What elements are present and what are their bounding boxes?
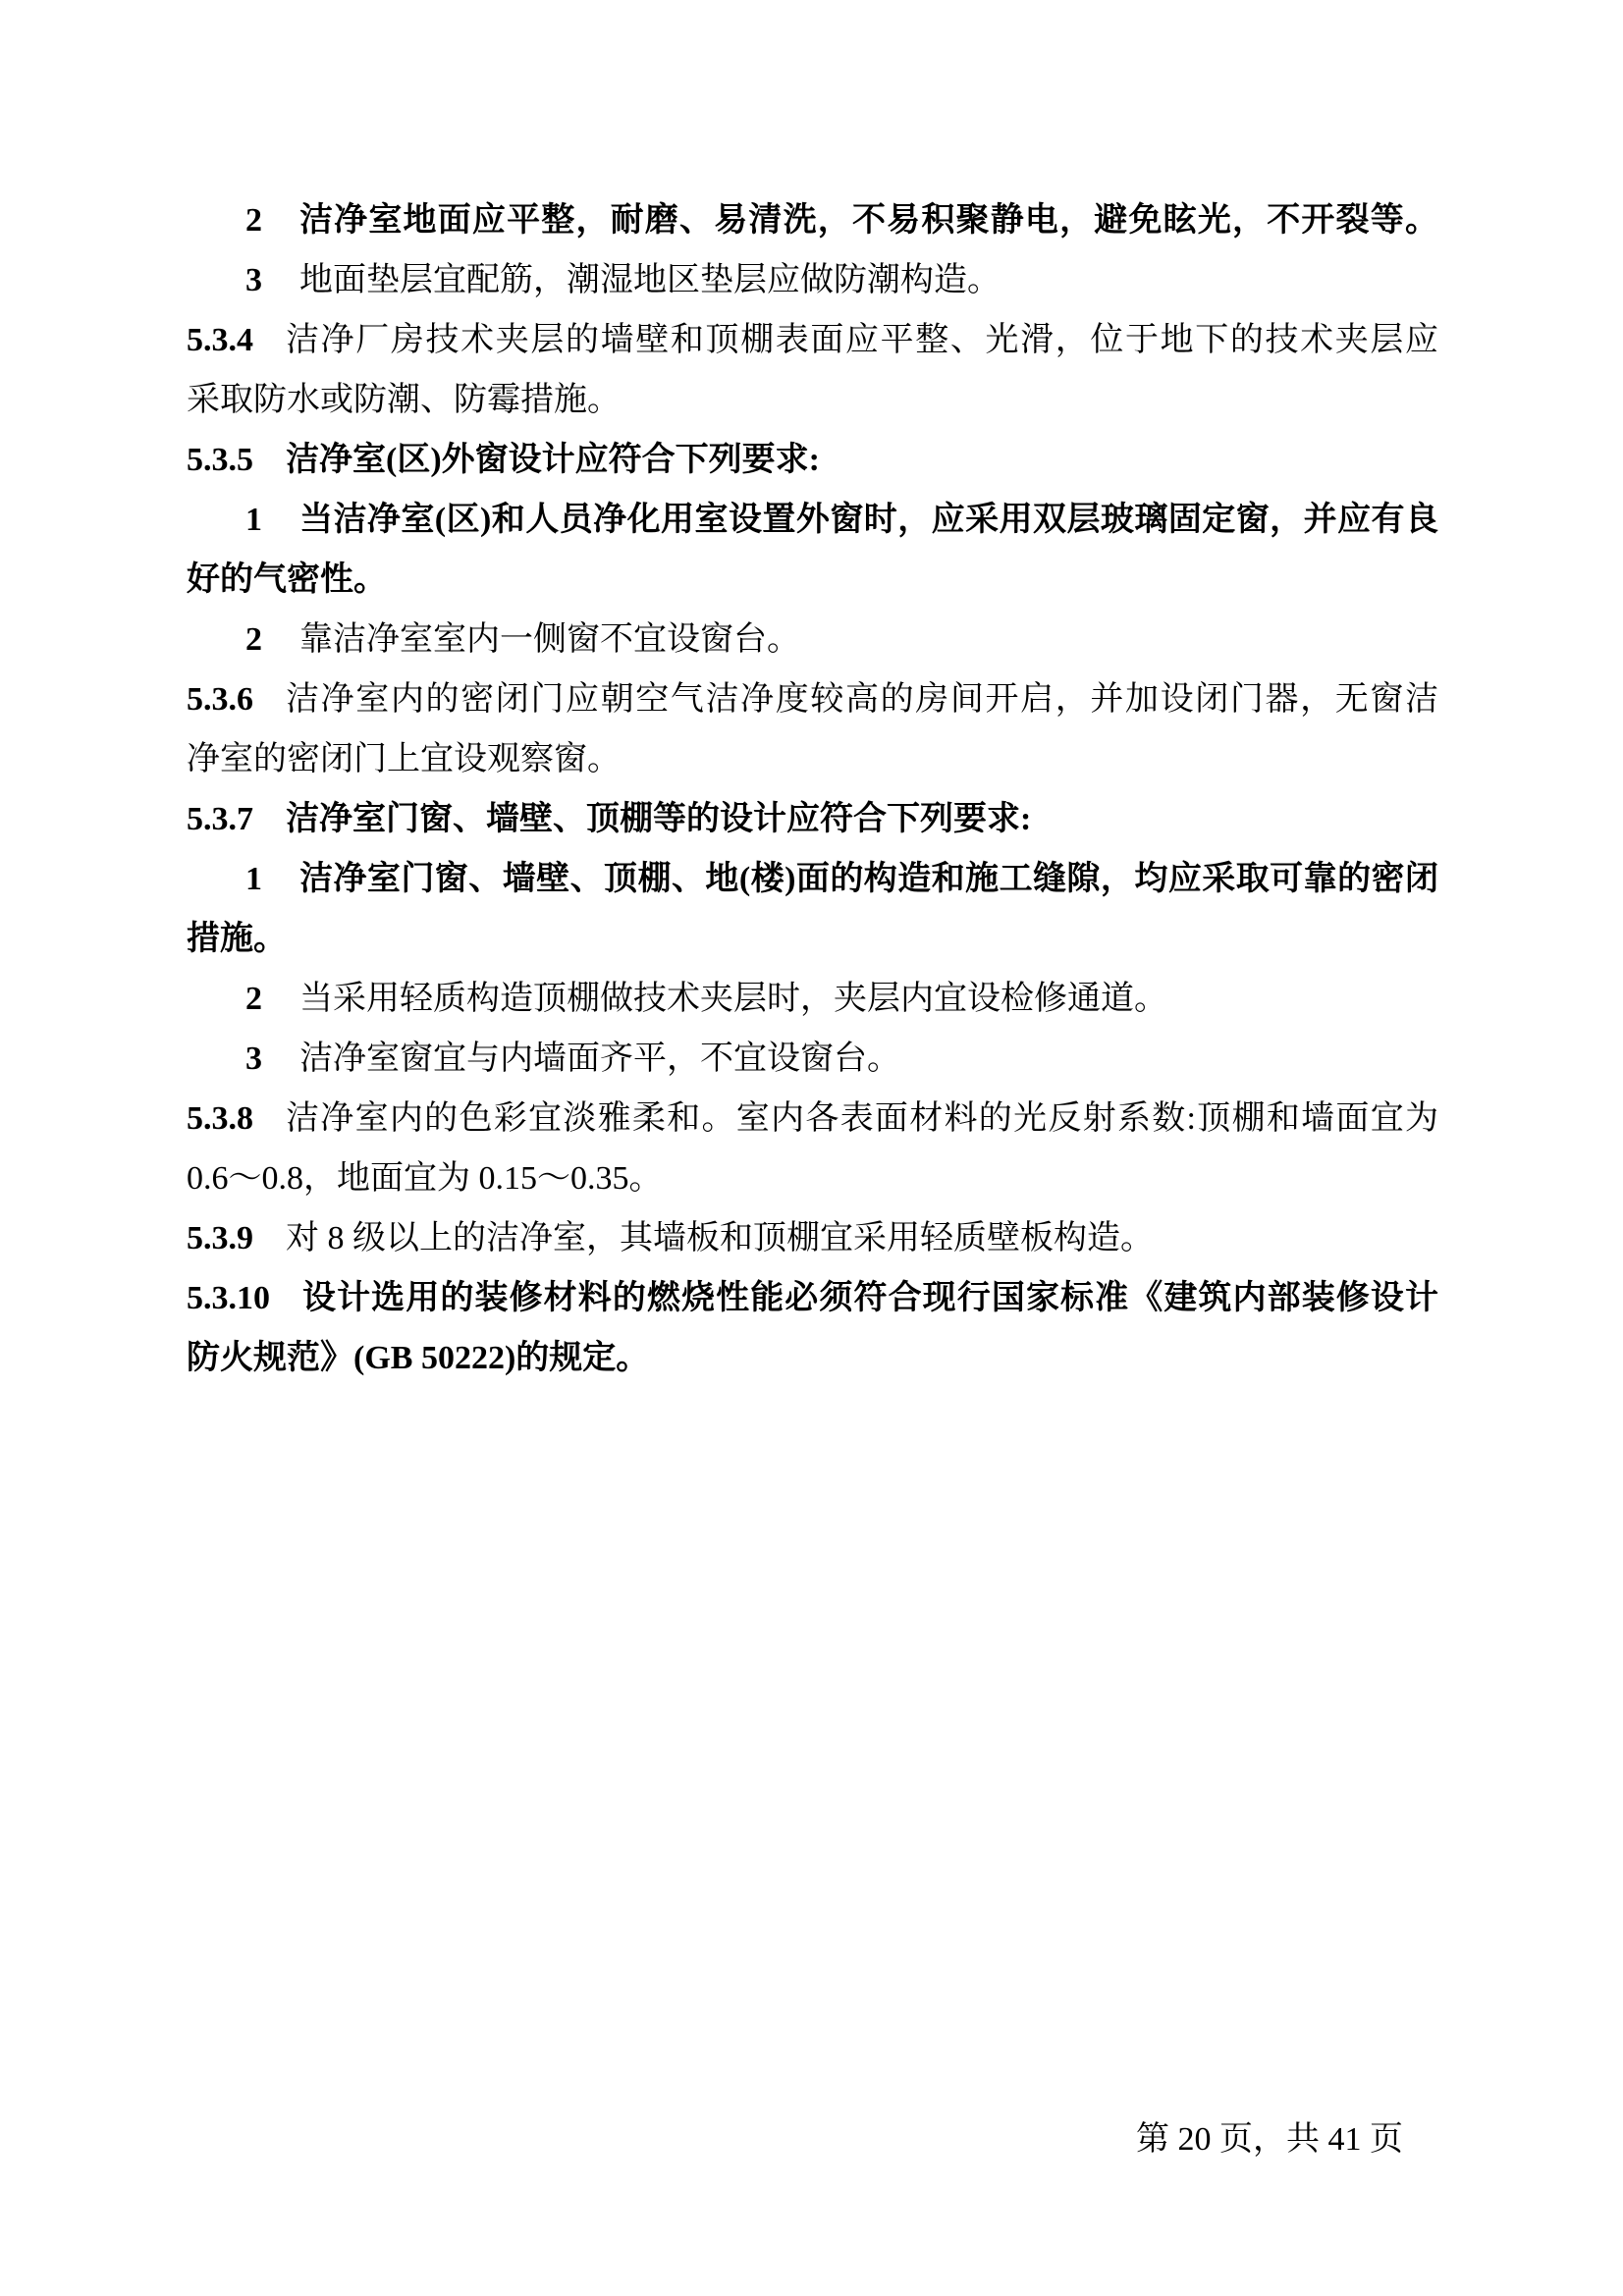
continuation-line <box>187 729 1438 789</box>
item-number: 1 <box>245 502 262 538</box>
clause-line <box>187 1268 1438 1328</box>
item-line <box>187 250 1438 310</box>
line-text: 洁净厂房技术夹层的墙壁和顶棚表面应平整、光滑，位于地下的技术夹层应 <box>286 322 1438 358</box>
page-number-footer: 第 20 页，共 41 页 <box>1136 2121 1403 2158</box>
line-text: 靠洁净室室内一侧窗不宜设窗台。 <box>299 621 800 658</box>
clause-line <box>187 310 1438 370</box>
continuation-line <box>187 1148 1438 1208</box>
line-text: 洁净室地面应平整，耐磨、易清洗，不易积聚静电，避免眩光，不开裂等。 <box>299 202 1438 239</box>
clause-number: 5.3.6 <box>187 681 253 718</box>
line-text: 当洁净室(区)和人员净化用室设置外窗时，应采用双层玻璃固定窗，并应有良 <box>299 502 1438 538</box>
clause-number: 5.3.10 <box>187 1280 270 1316</box>
clause-line <box>187 789 1438 849</box>
item-line <box>187 610 1438 669</box>
item-line <box>187 490 1438 550</box>
line-text: 洁净室窗宜与内墙面齐平，不宜设窗台。 <box>299 1041 900 1077</box>
clause-number: 5.3.9 <box>187 1220 253 1256</box>
line-text: 洁净室门窗、墙壁、顶棚等的设计应符合下列要求: <box>286 801 1032 837</box>
clause-number: 5.3.5 <box>187 442 253 478</box>
clause-number: 5.3.7 <box>187 801 253 837</box>
item-number: 2 <box>245 981 262 1017</box>
clause-number: 5.3.8 <box>187 1100 253 1137</box>
line-text: 采取防水或防潮、防霉措施。 <box>187 382 621 418</box>
line-text: 措施。 <box>187 921 287 957</box>
clause-line <box>187 1208 1438 1268</box>
line-text: 对 8 级以上的洁净室，其墙板和顶棚宜采用轻质壁板构造。 <box>286 1220 1154 1256</box>
item-line <box>187 1029 1438 1089</box>
item-number: 1 <box>245 861 262 897</box>
item-line <box>187 849 1438 909</box>
clause-line <box>187 1089 1438 1148</box>
line-text: 地面垫层宜配筋，潮湿地区垫层应做防潮构造。 <box>299 262 1001 298</box>
clause-number: 5.3.4 <box>187 322 253 358</box>
line-text: 0.6～0.8，地面宜为 0.15～0.35。 <box>187 1160 663 1197</box>
item-number: 3 <box>245 1041 262 1077</box>
continuation-line <box>187 370 1438 430</box>
item-line <box>187 190 1438 250</box>
line-text: 洁净室(区)外窗设计应符合下列要求: <box>286 442 820 478</box>
line-text: 洁净室门窗、墙壁、顶棚、地(楼)面的构造和施工缝隙，均应采取可靠的密闭 <box>299 861 1438 897</box>
clause-line <box>187 669 1438 729</box>
item-number: 3 <box>245 262 262 298</box>
line-text: 当采用轻质构造顶棚做技术夹层时，夹层内宜设检修通道。 <box>299 981 1167 1017</box>
line-text: 好的气密性。 <box>187 561 387 598</box>
item-number: 2 <box>245 202 262 239</box>
item-line <box>187 969 1438 1029</box>
line-text: 防火规范》(GB 50222)的规定。 <box>187 1340 650 1376</box>
continuation-line <box>187 1328 1438 1388</box>
line-text: 洁净室内的色彩宜淡雅柔和。室内各表面材料的光反射系数:顶棚和墙面宜为 <box>286 1100 1438 1137</box>
document-body <box>187 190 1438 1388</box>
line-text: 洁净室内的密闭门应朝空气洁净度较高的房间开启，并加设闭门器，无窗洁 <box>286 681 1438 718</box>
line-text: 设计选用的装修材料的燃烧性能必须符合现行国家标准《建筑内部装修设计 <box>302 1280 1438 1316</box>
continuation-line <box>187 909 1438 969</box>
continuation-line <box>187 550 1438 610</box>
item-number: 2 <box>245 621 262 658</box>
clause-line <box>187 430 1438 490</box>
line-text: 净室的密闭门上宜设观察窗。 <box>187 741 621 777</box>
